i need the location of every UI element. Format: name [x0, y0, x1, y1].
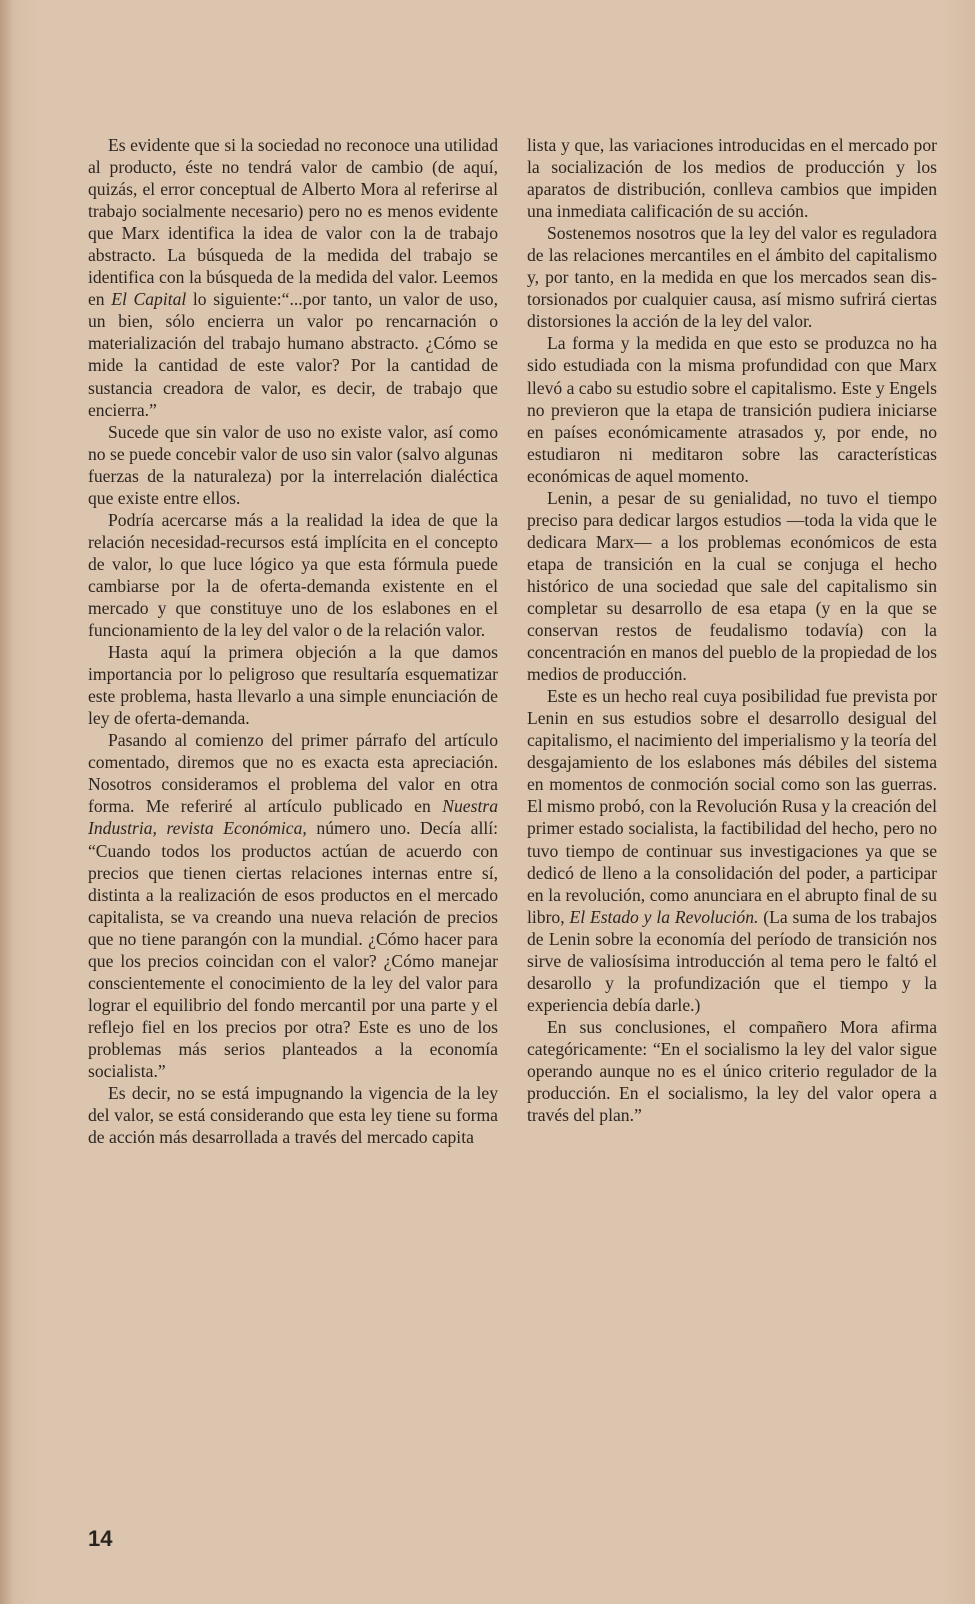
- paragraph: Este es un hecho real cuya posibilidad fue prevista por Lenin en sus estudios sobre el desarrollo desigual del capitalismo, el nacimiento del imperialismo y la teoría del desgajamiento de los eslabones más débiles del sistema en momentos de conmoción social como son las guerras. El mismo probó, con la Revolución Rusa y la creación del primer estado socialista, la factibilidad del hecho, pero no tuvo tiempo de continuar sus investigaciones ya que se dedicó de lleno a la consolidación del poder, a participar en la revolución, como anunciara en el abrupto final de su libro, El Estado y la Revolución. (La suma de los trabajos de Lenin sobre la economía del período de transición nos sirve de valiosísima introducción al tema pero le faltó el desarollo y la profundización que el tiempo y la experiencia debía darle.): [527, 686, 937, 1015]
- page-number: 14: [88, 1526, 113, 1551]
- paragraph: Hasta aquí la primera objeción a la que damos importancia por lo peligroso que resultaría esquematizar este problema, hasta llevarlo a una simple enunciación de ley de oferta-demanda.: [88, 642, 498, 729]
- paragraph: Lenin, a pesar de su genialidad, no tuvo el tiempo preciso para dedicar largos estudios —toda la vida que le dedicara Marx— a los problemas económicos de esta etapa de transición en la cual se conjuga el hecho histórico de una sociedad que sale del capitalismo sin completar su desarrollo de esa etapa (y en la que se conservan restos de feudalismo todavía) con la concentración en manos del pueblo de la propiedad de los medios de producción.: [527, 487, 937, 685]
- paragraph: Sucede que sin valor de uso no existe valor, así como no se puede concebir valor de uso sin valor (salvo algunas fuerzas de la naturaleza) por la interrelación dialéctica que existe entre ellos.: [88, 421, 498, 508]
- right-column: [527, 134, 937, 1126]
- paragraph: Podría acercarse más a la realidad la idea de que la relación necesidad-recursos está implícita en el concepto de valor, lo que luce lógico ya que esta fórmula puede cambiarse por la de oferta-demanda existente en el mercado y que constituye uno de los eslabones en el funcionamiento de la ley del valor o de la relación valor.: [88, 509, 498, 641]
- paragraph: La forma y la medida en que esto se produzca no ha sido estudiada con la misma profundidad con que Marx llevó a cabo su estudio sobre el capitalismo. Este y Engels no previeron que la etapa de transición pudiera iniciarse en países económicamente atrasados y, por ende, no estudiaron ni meditaron sobre las características económicas de aquel momento.: [527, 333, 937, 486]
- paragraph: Pasando al comienzo del primer párrafo del artículo comentado, diremos que no es exacta esta apreciación. Nosotros consideramos el problema del valor en otra forma. Me referiré al artículo publicado en Nuestra Industria, revista Económica, número uno. Decía allí: “Cuando todos los productos actúan de acuerdo con precios que tienen ciertas relaciones internas entre sí, distinta a la realización de esos productos en el mercado capitalista, se va creando una nueva relación de precios que no tiene parangón con la mundial. ¿Cómo hacer para que los precios coincidan con el valor? ¿Cómo manejar conscientemente el conocimiento de la ley del valor para lograr el equilibrio del fondo mercantil por una parte y el reflejo fiel en los precios por otra? Este es uno de los problemas más serios planteados a la economía socialista.”: [88, 730, 498, 1081]
- left-column: [88, 134, 498, 1148]
- paragraph: Es evidente que si la sociedad no reconoce una utilidad al producto, éste no tendrá valor de cambio (de aquí, quizás, el error conceptual de Alberto Mora al referirse al trabajo socialmente necesario) pero no es menos evidente que Marx identifica la idea de valor con la de trabajo abstracto. La búsqueda de la medida del trabajo se identifica con la búsqueda de la medida del valor. Leemos en El Capital lo siguiente:“...por tanto, un valor de uso, un bien, sólo encierra un valor po rencarnación o materialización del trabajo humano abstracto. ¿Cómo se mide la cantidad de este valor? Por la cantidad de sustancia creadora de valor, es decir, de trabajo que encierra.”: [88, 135, 498, 420]
- paragraph: En sus conclusiones, el compañero Mora afirma categóricamente: “En el socialismo la ley del valor sigue operando aunque no es el único criterio regulador de la producción. En el socialismo, la ley del valor opera a través del plan.”: [527, 1016, 937, 1126]
- paragraph: Sostenemos nosotros que la ley del valor es reguladora de las relaciones mercantiles en el ámbito del capitalismo y, por tanto, en la medida en que los mercados sean distorsionados por cualquier causa, así mismo sufrirá ciertas distorsiones la acción de la ley del valor.: [527, 223, 937, 332]
- paragraph-continued: lista y que, las variaciones introducidas en el mercado por la socialización de los medios de producción y los aparatos de distribución, conlleva cambios que impiden una inmediata calificación de su acción.: [527, 135, 937, 222]
- paragraph: Es decir, no se está impugnando la vigencia de la ley del valor, se está considerando que esta ley tiene su forma de acción más desarrollada a través del mercado capita: [88, 1083, 498, 1148]
